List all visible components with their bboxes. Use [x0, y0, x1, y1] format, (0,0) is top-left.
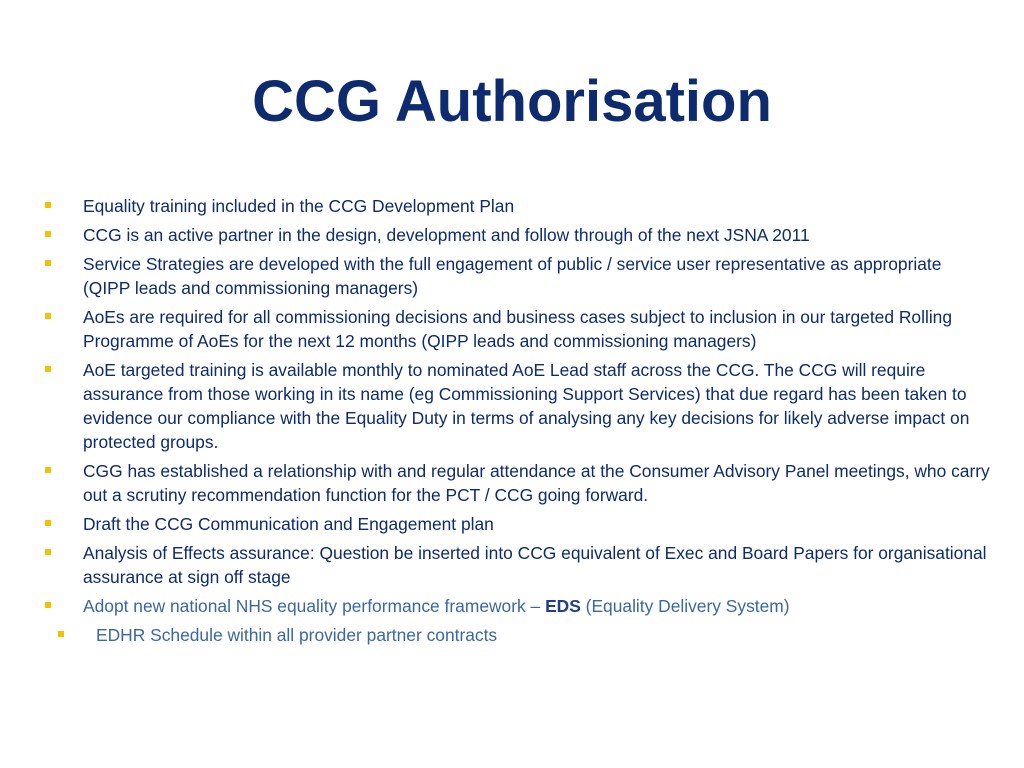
bullet-square-icon: [45, 231, 51, 237]
bullet-text: Draft the CCG Communication and Engagement plan: [83, 514, 494, 534]
bullet-square-icon: [45, 549, 51, 555]
bullet-square-icon: [45, 467, 51, 473]
bullet-square-icon: [58, 631, 64, 637]
bullet-square-icon: [45, 602, 51, 608]
bullet-text: Analysis of Effects assurance: Question be inserted into CCG equivalent of Exec and Board Papers for organisational assurance at sign off stage: [83, 543, 987, 587]
bullet-item-edhr: [42, 623, 992, 647]
bullet-square-icon: [45, 202, 51, 208]
bullet-text: CCG is an active partner in the design, development and follow through of the next JSNA 2011: [83, 225, 810, 245]
bullet-text: AoE targeted training is available monthly to nominated AoE Lead staff across the CCG. The CCG will require assurance from those working in its name (eg Commissioning Support Services) that due regard has been taken to evidence our compliance with the Equality Duty in terms of analysing any key decisions for likely adverse impact on protected groups.: [83, 360, 970, 452]
bullet-text: AoEs are required for all commissioning decisions and business cases subject to inclusion in our targeted Rolling Programme of AoEs for the next 12 months (QIPP leads and commissioning managers): [83, 307, 953, 351]
slide-title: CCG Authorisation: [252, 69, 772, 134]
bullet-item: [42, 541, 992, 589]
bullet-list: [42, 194, 992, 652]
bullet-item: [42, 223, 992, 247]
bullet-text-eds-prefix: Adopt new national NHS equality performance framework –: [83, 596, 546, 616]
bullet-item: [42, 512, 992, 536]
bullet-text: Equality training included in the CCG Development Plan: [83, 196, 515, 216]
bullet-item: [42, 252, 992, 300]
bullet-item-eds: [42, 594, 992, 618]
bullet-item: [42, 459, 992, 507]
bullet-text-eds-suffix: (Equality Delivery System): [580, 596, 790, 616]
bullet-item: [42, 305, 992, 353]
bullet-text: CGG has established a relationship with and regular attendance at the Consumer Advisory Panel meetings, who carry out a scrutiny recommendation function for the PCT / CCG going forward.: [83, 461, 990, 505]
bullet-text-eds-strong: EDS: [545, 596, 581, 616]
bullet-item: [42, 358, 992, 454]
bullet-square-icon: [45, 313, 51, 319]
bullet-text: EDHR Schedule within all provider partner contracts: [96, 625, 498, 645]
bullet-square-icon: [45, 260, 51, 266]
bullet-text: Service Strategies are developed with the full engagement of public / service user representative as appropriate (QIPP leads and commissioning managers): [83, 254, 942, 298]
bullet-square-icon: [45, 520, 51, 526]
bullet-square-icon: [45, 366, 51, 372]
bullet-item: [42, 194, 992, 218]
